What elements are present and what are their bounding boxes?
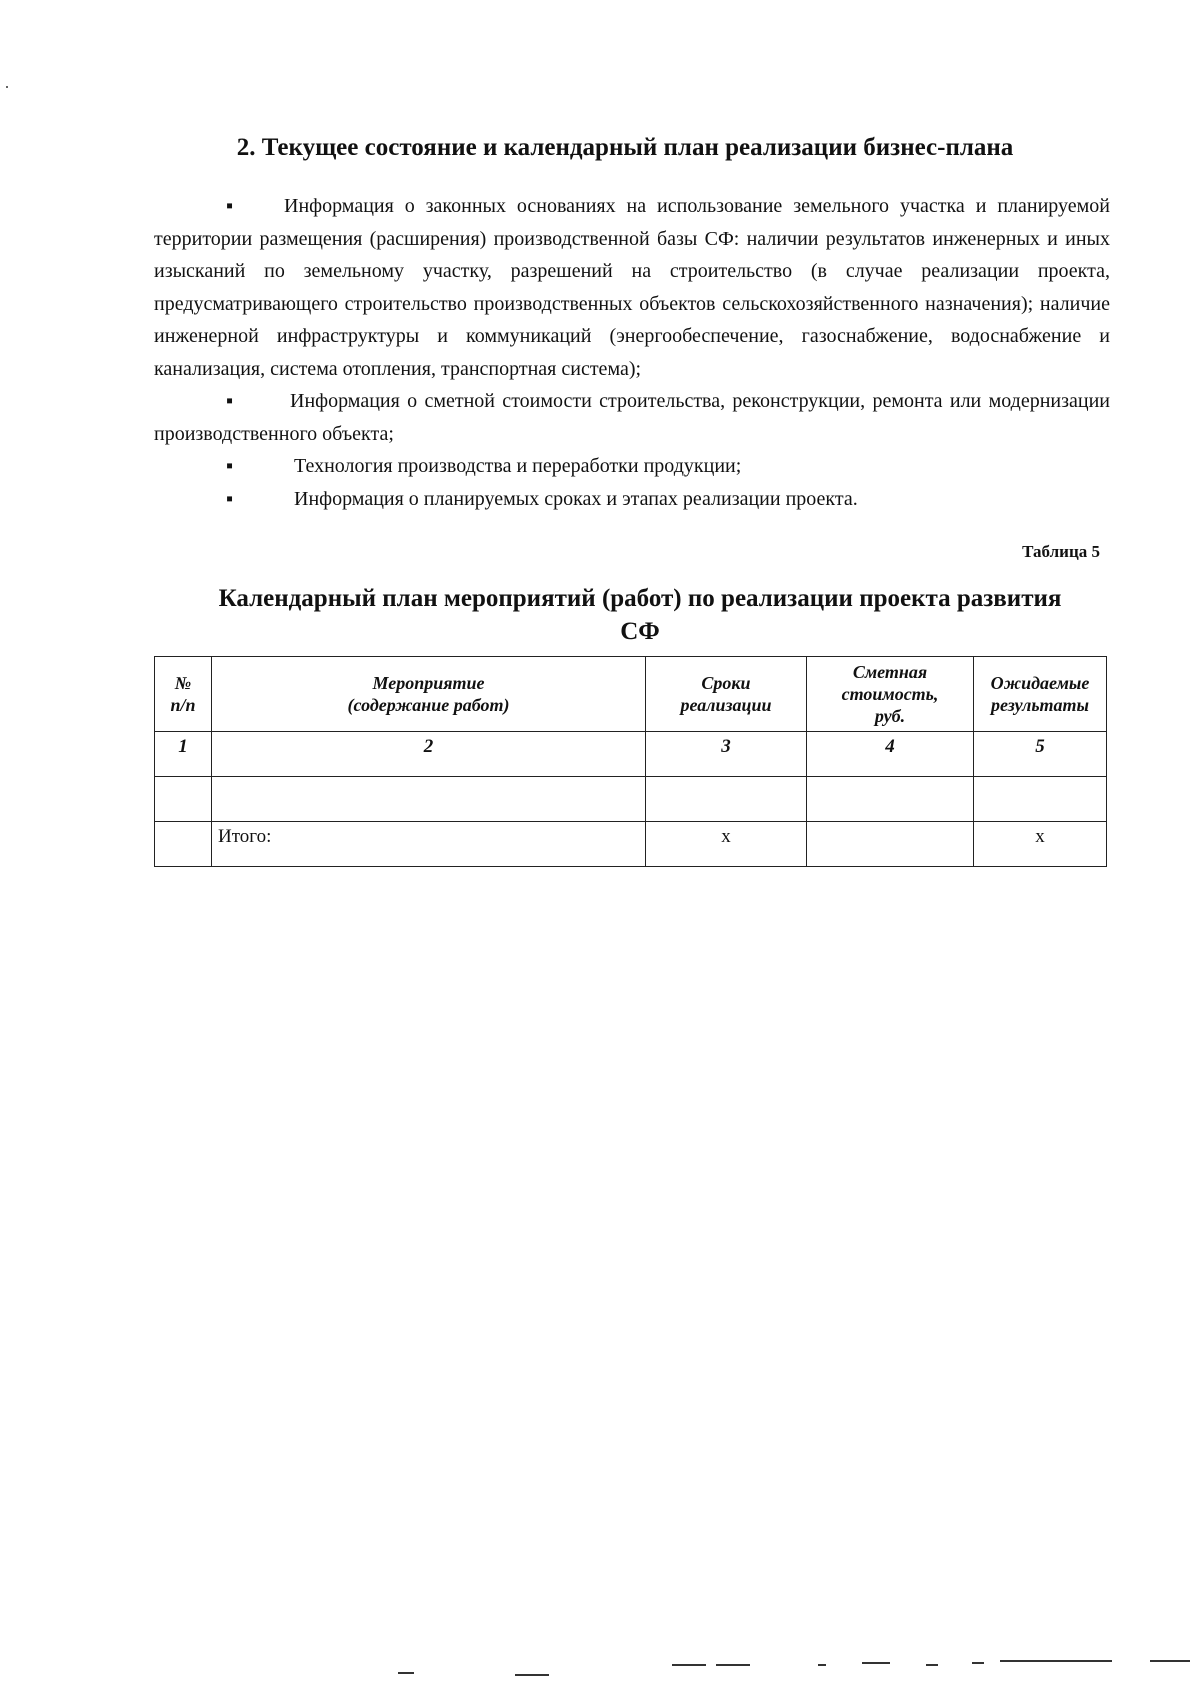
bullet-item-technology — [154, 450, 1110, 483]
table-cell — [646, 777, 807, 822]
column-number-row — [155, 732, 1107, 777]
table-cell — [155, 822, 212, 867]
bullet-text: Информация о сметной стоимости строительства, реконструкции, ремонта или модернизации производственного объекта; — [154, 390, 1110, 445]
table-title: Календарный план мероприятий (работ) по реализации проекта развития СФ — [218, 585, 1062, 645]
scan-speck — [6, 86, 8, 88]
bullet-marker: ▪ — [226, 390, 234, 412]
bullet-item-schedule — [154, 483, 1110, 516]
table-cell — [212, 777, 646, 822]
column-number: 1 — [155, 732, 212, 777]
header-number: № п/п — [155, 657, 212, 732]
header-activity: Мероприятие (содержание работ) — [212, 657, 646, 732]
table-header-row — [155, 657, 1107, 732]
bullet-marker: ▪ — [226, 195, 234, 217]
header-results: Ожидаемые результаты — [974, 657, 1107, 732]
bullet-item-cost-info — [154, 385, 1110, 450]
table-cell — [807, 777, 974, 822]
bullet-text: Информация о планируемых сроках и этапах реализации проекта. — [294, 487, 858, 510]
column-number: 5 — [974, 732, 1107, 777]
column-number: 4 — [807, 732, 974, 777]
total-terms: х — [646, 822, 807, 867]
total-label: Итого: — [212, 822, 646, 867]
bullet-text: Информация о законных основаниях на использование земельного участка и планируемой территории размещения (расширения) производственной базы СФ: наличии результатов инженерных и иных изысканий по земельному участку, разрешений на строительство (в случае реализации проекта, предусматривающего строительство производственных объектов сельскохозяйственного назначения); наличие инженерной инфраструктуры и коммуникаций (энергообеспечение, газоснабжение, водоснабжение и канализация, система отопления, транспортная система); — [154, 195, 1110, 380]
total-results: х — [974, 822, 1107, 867]
column-number: 3 — [646, 732, 807, 777]
bullet-text: Технология производства и переработки продукции; — [294, 455, 742, 477]
bullet-item-land-info — [154, 190, 1110, 385]
table-label: Таблица 5 — [1022, 542, 1100, 561]
total-row — [155, 822, 1107, 867]
total-cost — [807, 822, 974, 867]
bullet-marker: ▪ — [226, 487, 234, 510]
section-title: 2. Текущее состояние и календарный план реализации бизнес-плана — [236, 134, 1014, 161]
plan-table — [154, 656, 1107, 867]
bullet-marker: ▪ — [226, 455, 234, 477]
column-number: 2 — [212, 732, 646, 777]
header-terms: Сроки реализации — [646, 657, 807, 732]
table-cell — [155, 777, 212, 822]
scan-artifacts — [0, 1660, 1200, 1680]
table-cell — [974, 777, 1107, 822]
bullet-list — [154, 190, 1110, 515]
table-row — [155, 777, 1107, 822]
header-cost: Сметная стоимость, руб. — [807, 657, 974, 732]
